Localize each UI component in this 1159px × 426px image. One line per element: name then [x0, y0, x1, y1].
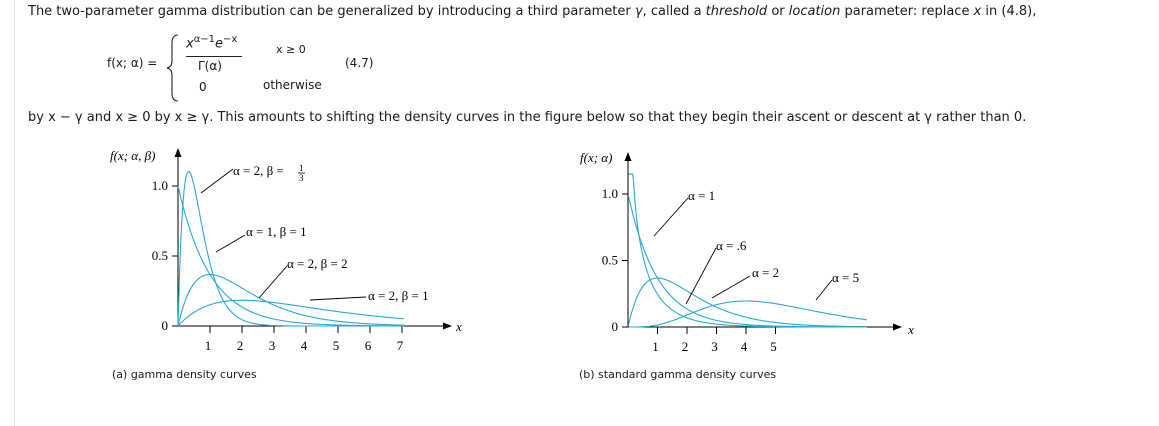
equation-number: (4.7) — [345, 56, 374, 70]
svg-text:3: 3 — [299, 173, 304, 183]
chart-a-label-alpha2-beta1: α = 2, β = 1 — [368, 288, 429, 303]
formula-condition-1: x ≥ 0 — [276, 43, 306, 56]
formula-zero: 0 — [199, 80, 207, 94]
formula-denominator: Γ(α) — [198, 59, 222, 73]
chart-a-label-alpha2-beta2: α = 2, β = 2 — [287, 256, 348, 271]
x-tick-label: 3 — [268, 338, 276, 353]
chart-b — [580, 150, 914, 354]
chart-b-label-alpha2: α = 2 — [752, 265, 780, 280]
chart-b-label-alpha1: α = 1 — [688, 188, 716, 203]
chart-b-annotations — [654, 188, 859, 304]
chart-b-pointer-2 — [686, 248, 716, 304]
formula-numerator: $x^{\alpha-1}e^{-x}$ — [186, 34, 238, 52]
x-tick-label: 1 — [652, 339, 659, 354]
chart-a-caption: (a) gamma density curves — [112, 368, 257, 381]
x-tick-label: 2 — [681, 339, 689, 354]
x-tick-label: 5 — [770, 339, 777, 354]
chart-a-pointer-4 — [310, 297, 366, 300]
chart-b-pointer-3 — [712, 276, 750, 298]
y-tick-label: 1.0 — [151, 178, 168, 193]
chart-b-pointer-4 — [816, 280, 832, 300]
chart-b-label-alpha06: α = .6 — [716, 238, 747, 253]
intro-paragraph: The two-parameter gamma distribution can be generalized by introducing a third parameter γ, called a threshold or location parameter: replace x in (4.8), — [28, 4, 1037, 19]
x-tick-label: 2 — [236, 338, 244, 353]
chart-a-annotations — [201, 163, 429, 303]
x-tick-label: 6 — [364, 338, 372, 353]
chart-a-ylabel: f(x; α, β) — [110, 148, 156, 163]
chart-a-y-arrow — [175, 148, 182, 157]
curve--5 — [629, 301, 867, 327]
y-tick-label: 1.0 — [601, 186, 618, 201]
chart-a-xlabel: x — [456, 319, 462, 334]
followup-paragraph: by x − γ and x ≥ 0 by x ≥ γ. This amounts to shifting the density curves in the figure below so that they begin their ascent or descent at γ rather than 0. — [28, 110, 1027, 125]
chart-b-y-arrow — [625, 152, 632, 161]
chart-b-xlabel: x — [908, 322, 914, 337]
chart-a-pointer-2 — [216, 235, 245, 252]
y-tick-label: 0.5 — [151, 248, 168, 263]
chart-a — [110, 148, 462, 353]
chart-a-x-arrow — [443, 323, 452, 330]
x-tick-label: 5 — [332, 338, 340, 353]
chart-b-caption: (b) standard gamma density curves — [579, 368, 777, 381]
x-tick-label: 3 — [711, 339, 718, 354]
chart-b-pointer-1 — [654, 198, 688, 236]
chart-b-ylabel: f(x; α) — [580, 150, 613, 165]
y-tick-label: 0 — [161, 318, 168, 333]
svg-text:1: 1 — [299, 163, 304, 173]
svg-text:α = 2, β =: α = 2, β = — [233, 163, 284, 178]
y-tick-label: 0.5 — [601, 252, 618, 268]
chart-a-pointer-1 — [201, 169, 233, 193]
chart-a-pointer-3 — [259, 266, 287, 298]
x-tick-label: 7 — [396, 338, 404, 353]
x-tick-label: 1 — [204, 338, 212, 353]
curve--1 — [629, 197, 867, 327]
chart-b-x-arrow — [893, 324, 902, 331]
formula-condition-2: otherwise — [263, 78, 322, 92]
chart-a-label-alpha2-beta-third — [233, 163, 305, 183]
x-tick-label: 4 — [740, 339, 748, 354]
formula-lhs: f(x; α) = — [107, 56, 158, 70]
x-tick-label: 4 — [300, 338, 308, 353]
y-tick-label: 0 — [611, 319, 618, 334]
curve--6 — [629, 174, 867, 327]
chart-b-label-alpha5: α = 5 — [832, 270, 860, 285]
chart-a-label-alpha1-beta1: α = 1, β = 1 — [246, 224, 307, 239]
